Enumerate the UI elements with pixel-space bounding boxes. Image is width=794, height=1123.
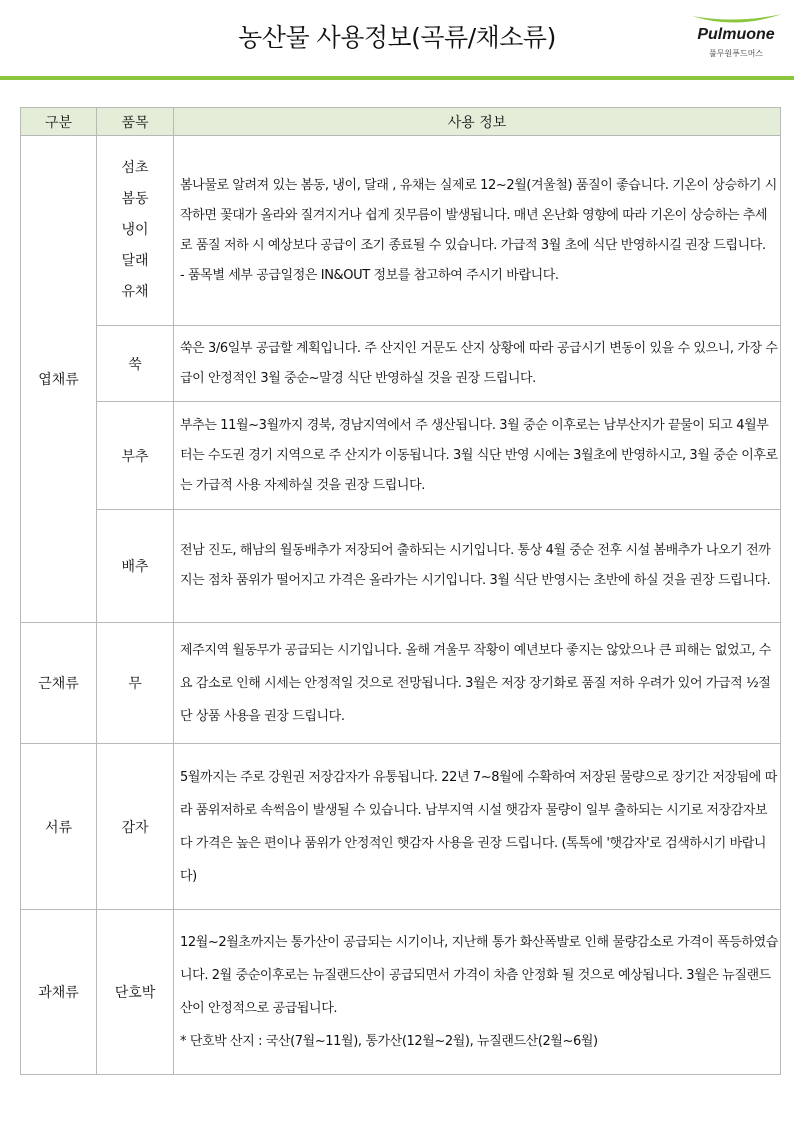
usage-info-text: 부추는 11월~3월까지 경북, 경남지역에서 주 생산됩니다. 3월 중순 이후로는 남부산지가 끝물이 되고 4월부터는 수도권 경기 지역으로 주 산지가 이동됩니다. 3월 식단 반영 시에는 3월초에 반영하시고, 3월 중순 이후로는 가급적 사용 자제하실 것을 권장 드립니다. [180,417,778,493]
table-header-row [21,108,781,136]
usage-info-cell [174,623,781,744]
usage-info-text: 전남 진도, 해남의 월동배추가 저장되어 출하되는 시기입니다. 통상 4월 중순 전후 시설 봄배추가 나오기 전까지는 점차 품위가 떨어지고 가격은 올라가는 시기입니다. 3월 식단 반영시는 초반에 하실 것을 권장 드립니다. [180,543,771,588]
item-name: 부추 [121,448,149,465]
item-name: 달래 [121,253,149,269]
category-cell: 과채류 [21,910,97,1075]
item-name: 섬초 [121,160,149,176]
usage-info-cell [174,136,781,326]
table-row [21,326,781,402]
item-cell [97,510,174,623]
item-name: 무 [128,676,142,692]
item-cell [97,623,174,744]
item-name: 배추 [121,559,149,575]
table-row [21,623,781,744]
usage-info-cell [174,326,781,402]
header-item: 품목 [97,108,174,136]
usage-info-cell [174,910,781,1075]
table-row [21,910,781,1075]
pulmuone-logo [688,10,784,66]
produce-info-table [20,107,781,1075]
item-name: 냉이 [121,222,149,238]
usage-info-text: 5월까지는 주로 강원권 저장감자가 유통됩니다. 22년 7~8월에 수확하여 저장된 물량으로 장기간 저장됨에 따라 품위저하로 속썩음이 발생될 수 있습니다. 남부지역 시설 햇감자 물량이 일부 출하되는 시기로 저장감자보다 가격은 높은 편이나 품위가 안정적인 햇감자 사용을 권장 드립니다. (톡톡에 '햇감자'로 검색하시기 바랍니다) [180,769,777,884]
category-cell: 근채류 [21,623,97,744]
page-title: 농산물 사용정보(곡류/채소류) [238,23,556,52]
usage-info-text: 12월~2월초까지는 통가산이 공급되는 시기이나, 지난해 통가 화산폭발로 인해 물량감소로 가격이 폭등하였습니다. 2월 중순이후로는 뉴질랜드산이 공급되면서 가격이 차츰 안정화 될 것으로 예상됩니다. 3월은 뉴질랜드산이 안정적으로 공급됩니다. [180,935,778,1016]
category-cell: 엽채류 [21,136,97,623]
usage-info-text: 제주지역 월동무가 공급되는 시기입니다. 올해 겨울무 작황이 예년보다 좋지는 않았으나 큰 피해는 없었고, 수요 감소로 인해 시세는 안정적일 것으로 전망됩니다. 3월은 저장 장기화로 품질 저하 우려가 있어 가급적 ½절단 상품 사용을 권장 드립니다. [180,642,771,724]
table-row [21,510,781,623]
table-row [21,744,781,910]
item-name: 봄동 [121,191,149,207]
item-cell [97,136,174,326]
header-category: 구분 [21,108,97,136]
logo-brand-name: Pulmuone [697,26,775,43]
usage-info-text: 봄나물로 알려져 있는 봄동, 냉이, 달래 , 유채는 실제로 12~2월(겨울철) 품질이 좋습니다. 기온이 상승하기 시작하면 꽃대가 올라와 질겨지거나 쉽게 짓무름이 발생됩니다. 매년 온난화 영향에 따라 기온이 상승하는 추세로 품질 저하 시 예상보다 공급이 조기 종료될 수 있습니다. 가급적 3월 초에 식단 반영하시길 권장 드립니다. [180,177,777,253]
category-cell: 서류 [21,744,97,910]
table-row [21,136,781,326]
item-name: 쑥 [128,356,142,373]
item-name: 유채 [121,284,149,300]
header-usage-info: 사용 정보 [174,108,781,136]
usage-info-cell [174,510,781,623]
usage-info-cell [174,402,781,510]
item-name: 감자 [121,819,149,836]
table-row [21,402,781,510]
item-cell [97,326,174,402]
item-cell [97,910,174,1075]
usage-info-note: - 품목별 세부 공급일정은 IN&OUT 정보를 참고하여 주시기 바랍니다. [180,267,559,283]
usage-info-note: * 단호박 산지 : 국산(7월~11월), 통가산(12월~2월), 뉴질랜드산(2월~6월) [180,1034,598,1049]
header-divider [0,76,794,80]
item-name: 단호박 [114,985,156,1001]
logo-subtitle: 풀무원푸드머스 [708,49,764,58]
usage-info-cell [174,744,781,910]
item-cell [97,744,174,910]
item-cell [97,402,174,510]
usage-info-text: 쑥은 3/6일부 공급할 계획입니다. 주 산지인 거문도 산지 상황에 따라 공급시기 변동이 있을 수 있으니, 가장 수급이 안정적인 3월 중순~말경 식단 반영하실 것을 권장 드립니다. [180,340,778,386]
